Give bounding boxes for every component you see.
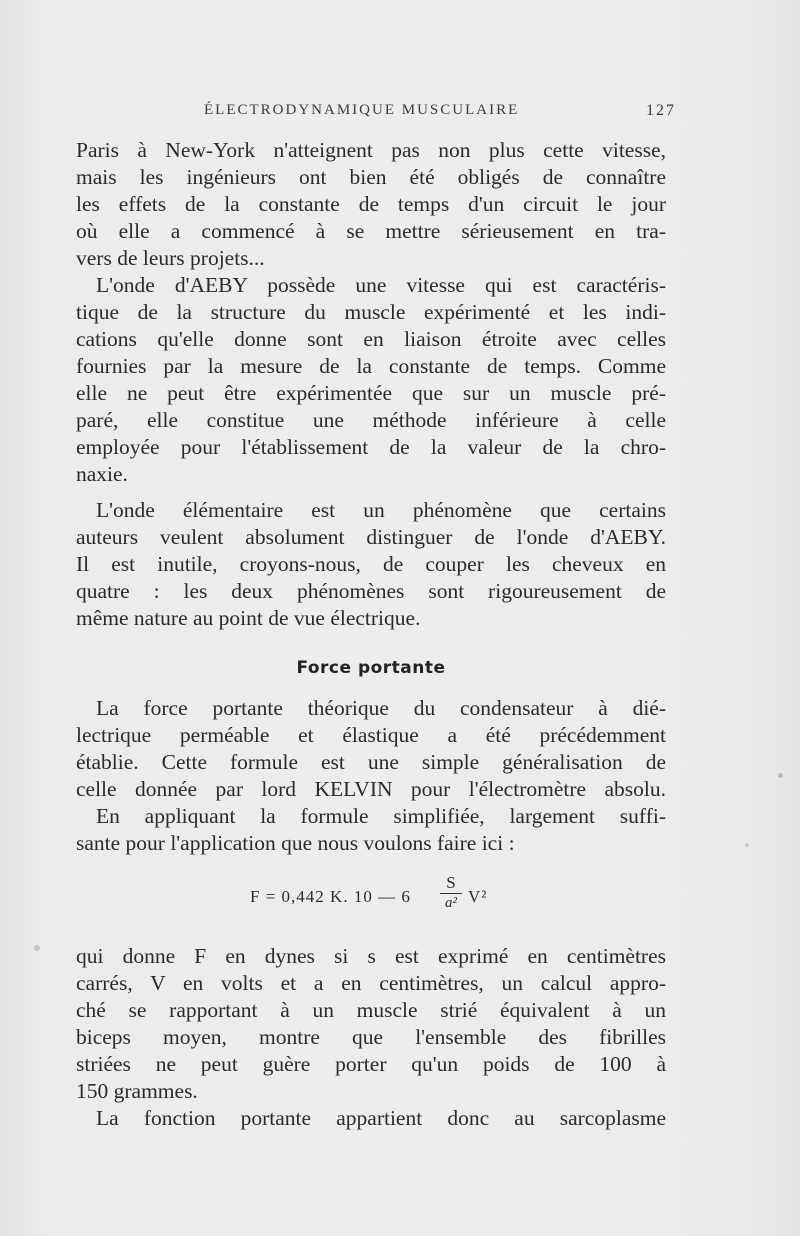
- paper-speck: [778, 773, 783, 778]
- text-line: tique de la structure du muscle expérimenté et les indi-: [76, 300, 666, 324]
- text-line: sante pour l'application que nous voulons faire ici :: [76, 831, 515, 855]
- text-line: elle ne peut être expérimentée que sur un muscle pré-: [76, 381, 666, 405]
- text-line: La force portante théorique du condensateur à dié-: [96, 696, 666, 720]
- text-line: quatre : les deux phénomènes sont rigoureusement de: [76, 579, 666, 603]
- text-line: carrés, V en volts et a en centimètres, un calcul appro-: [76, 971, 666, 995]
- text-line: les effets de la constante de temps d'un circuit le jour: [76, 192, 666, 216]
- text-line: lectrique perméable et élastique a été précédemment: [76, 723, 666, 747]
- paragraph-7: [76, 1105, 666, 1132]
- text-line: employée pour l'établissement de la valeur de la chro-: [76, 435, 666, 459]
- paragraph-6: [76, 943, 666, 1105]
- page-number: 127: [646, 102, 676, 119]
- paragraph-5: [76, 803, 666, 857]
- text-line: mais les ingénieurs ont bien été obligés de connaître: [76, 165, 666, 189]
- text-line: cations qu'elle donne sont en liaison étroite avec celles: [76, 327, 666, 351]
- text-line: L'onde élémentaire est un phénomène que certains: [96, 498, 666, 522]
- text-line: Il est inutile, croyons-nous, de couper les cheveux en: [76, 552, 666, 576]
- formula-main: F = 0,442 K. 10 — 6: [250, 887, 411, 906]
- text-line: L'onde d'AEBY possède une vitesse qui est caractéris-: [96, 273, 666, 297]
- paragraph-4: [76, 695, 666, 803]
- text-line: fournies par la mesure de la constante de temps. Comme: [76, 354, 666, 378]
- text-line: Paris à New-York n'atteignent pas non plus cette vitesse,: [76, 138, 666, 162]
- text-line: paré, elle constitue une méthode inférieure à celle: [76, 408, 666, 432]
- text-line: 150 grammes.: [76, 1079, 198, 1103]
- text-line: biceps moyen, montre que l'ensemble des fibrilles: [76, 1025, 666, 1049]
- text-line: qui donne F en dynes si s est exprimé en centimètres: [76, 944, 666, 968]
- formula-denominator: a²: [445, 895, 457, 911]
- formula-numerator: S: [446, 873, 456, 892]
- paragraph-2: [76, 272, 666, 488]
- text-line: ché se rapportant à un muscle strié équivalent à un: [76, 998, 666, 1022]
- text-line: établie. Cette formule est une simple généralisation de: [76, 750, 666, 774]
- text-line: vers de leurs projets...: [76, 246, 265, 270]
- paper-speck: [34, 945, 40, 951]
- formula-fraction: [440, 873, 462, 912]
- text-line: celle donnée par lord KELVIN pour l'électromètre absolu.: [76, 777, 666, 801]
- running-title: ÉLECTRODYNAMIQUE MUSCULAIRE: [204, 102, 520, 118]
- fraction-bar: [440, 893, 462, 894]
- text-line: striées ne peut guère porter qu'un poids de 100 à: [76, 1052, 666, 1076]
- section-heading: Force portante: [296, 658, 446, 678]
- text-line: auteurs veulent absolument distinguer de l'onde d'AEBY.: [76, 525, 666, 549]
- formula-tail: V²: [468, 887, 488, 906]
- text-line: La fonction portante appartient donc au sarcoplasme: [96, 1106, 666, 1130]
- text-line: même nature au point de vue électrique.: [76, 606, 421, 630]
- paragraph-1: [76, 137, 666, 272]
- running-head: [76, 102, 676, 126]
- text-line: où elle a commencé à se mettre sérieusement en tra-: [76, 219, 666, 243]
- paper-speck: [745, 843, 749, 847]
- text-line: En appliquant la formule simplifiée, largement suffi-: [96, 804, 666, 828]
- text-line: naxie.: [76, 462, 128, 486]
- paragraph-3: [76, 497, 666, 632]
